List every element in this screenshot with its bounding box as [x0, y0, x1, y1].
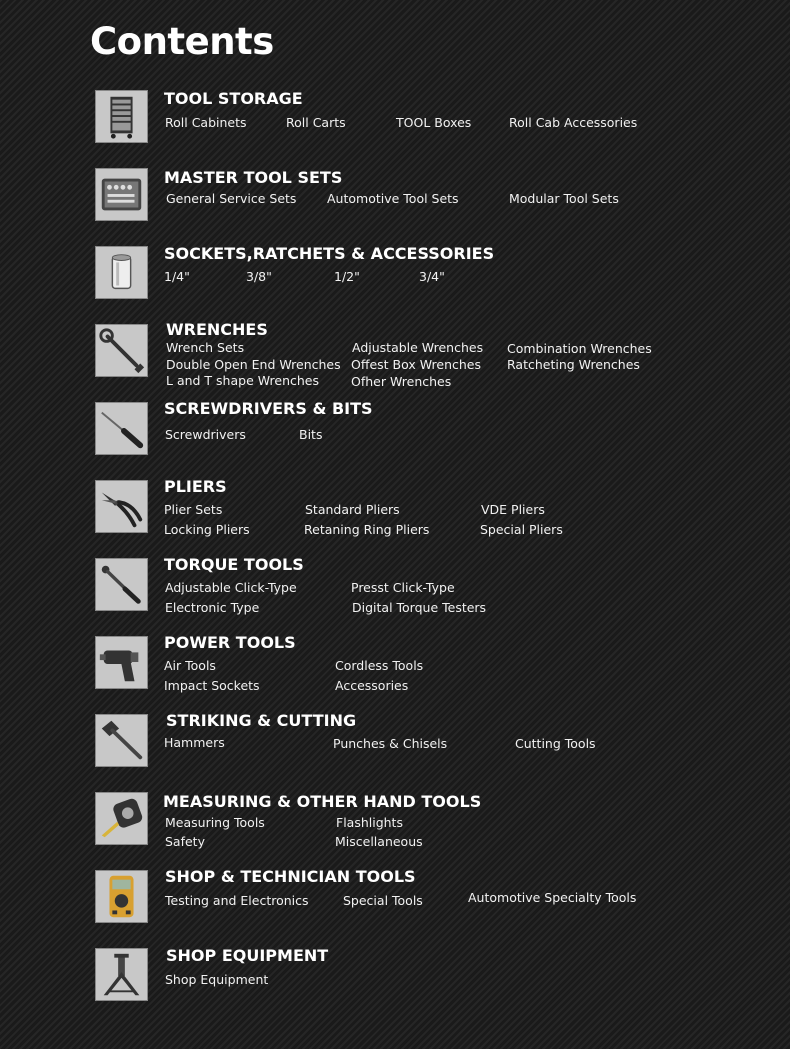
category-link[interactable]: Special Pliers — [480, 522, 563, 537]
section-heading: TOOL STORAGE — [164, 89, 303, 108]
category-link[interactable]: Shop Equipment — [165, 972, 269, 987]
category-link[interactable]: Retaning Ring Pliers — [304, 522, 430, 537]
category-link[interactable]: Double Open End Wrenches — [166, 357, 341, 372]
section-heading: PLIERS — [164, 477, 227, 496]
category-link[interactable]: Offest Box Wrenches — [351, 357, 482, 372]
pliers-icon — [95, 480, 148, 533]
category-link[interactable]: Cutting Tools — [515, 736, 596, 751]
impact-gun-icon — [95, 636, 148, 689]
torque-wrench-icon — [95, 558, 148, 611]
category-link[interactable]: L and T shape Wrenches — [166, 373, 320, 388]
category-link[interactable]: VDE Pliers — [481, 502, 545, 517]
category-link[interactable]: TOOL Boxes — [396, 115, 472, 130]
category-link[interactable]: Adjustable Click-Type — [165, 580, 297, 595]
category-link[interactable]: Ofher Wrenches — [351, 374, 452, 389]
category-link[interactable]: Standard Pliers — [305, 502, 400, 517]
section-heading: POWER TOOLS — [164, 633, 296, 652]
category-link[interactable]: Electronic Type — [165, 600, 260, 615]
hammer-icon — [95, 714, 148, 767]
category-link[interactable]: Ratcheting Wrenches — [507, 357, 640, 372]
category-link[interactable]: Wrench Sets — [166, 340, 245, 355]
socket-icon — [95, 246, 148, 299]
category-link[interactable]: Air Tools — [164, 658, 216, 673]
category-link[interactable]: Presst Click-Type — [351, 580, 455, 595]
section-heading: SCREWDRIVERS & BITS — [164, 399, 373, 418]
category-link[interactable]: 1/2" — [334, 269, 360, 284]
section-heading: SHOP & TECHNICIAN TOOLS — [165, 867, 416, 886]
category-link[interactable]: Bits — [299, 427, 323, 442]
category-link[interactable]: Testing and Electronics — [165, 893, 309, 908]
section-heading: MASTER TOOL SETS — [164, 168, 343, 187]
category-link[interactable]: Screwdrivers — [165, 427, 246, 442]
category-link[interactable]: Safety — [165, 834, 205, 849]
category-link[interactable]: Combination Wrenches — [507, 341, 652, 356]
category-link[interactable]: Hammers — [164, 735, 225, 750]
multimeter-icon — [95, 870, 148, 923]
category-link[interactable]: General Service Sets — [166, 191, 297, 206]
category-link[interactable]: Punches & Chisels — [333, 736, 448, 751]
category-link[interactable]: Flashlights — [336, 815, 403, 830]
category-link[interactable]: 3/4" — [419, 269, 445, 284]
category-link[interactable]: Modular Tool Sets — [509, 191, 619, 206]
section-heading: SOCKETS,RATCHETS & ACCESSORIES — [164, 244, 495, 263]
category-link[interactable]: Roll Carts — [286, 115, 346, 130]
tool-cabinet-icon — [95, 90, 148, 143]
category-link[interactable]: Automotive Specialty Tools — [468, 890, 637, 905]
category-link[interactable]: Adjustable Wrenches — [352, 340, 484, 355]
wrench-icon — [95, 324, 148, 377]
section-heading: STRIKING & CUTTING — [166, 711, 357, 730]
category-link[interactable]: Plier Sets — [164, 502, 223, 517]
category-link[interactable]: Cordless Tools — [335, 658, 424, 673]
page-title: Contents — [90, 20, 274, 63]
category-link[interactable]: Digital Torque Testers — [352, 600, 487, 615]
category-link[interactable]: 1/4" — [164, 269, 190, 284]
jack-stand-icon — [95, 948, 148, 1001]
category-link[interactable]: Roll Cab Accessories — [509, 115, 638, 130]
tool-set-case-icon — [95, 168, 148, 221]
category-link[interactable]: Impact Sockets — [164, 678, 260, 693]
section-heading: SHOP EQUIPMENT — [166, 946, 329, 965]
category-link[interactable]: Measuring Tools — [165, 815, 265, 830]
category-link[interactable]: Accessories — [335, 678, 409, 693]
category-link[interactable]: Special Tools — [343, 893, 423, 908]
section-heading: MEASURING & OTHER HAND TOOLS — [163, 792, 482, 811]
tape-measure-icon — [95, 792, 148, 845]
category-link[interactable]: Miscellaneous — [335, 834, 423, 849]
screwdriver-icon — [95, 402, 148, 455]
category-link[interactable]: Locking Pliers — [164, 522, 250, 537]
category-link[interactable]: Roll Cabinets — [165, 115, 247, 130]
category-link[interactable]: Automotive Tool Sets — [327, 191, 459, 206]
section-heading: WRENCHES — [166, 320, 268, 339]
section-heading: TORQUE TOOLS — [164, 555, 304, 574]
category-link[interactable]: 3/8" — [246, 269, 272, 284]
